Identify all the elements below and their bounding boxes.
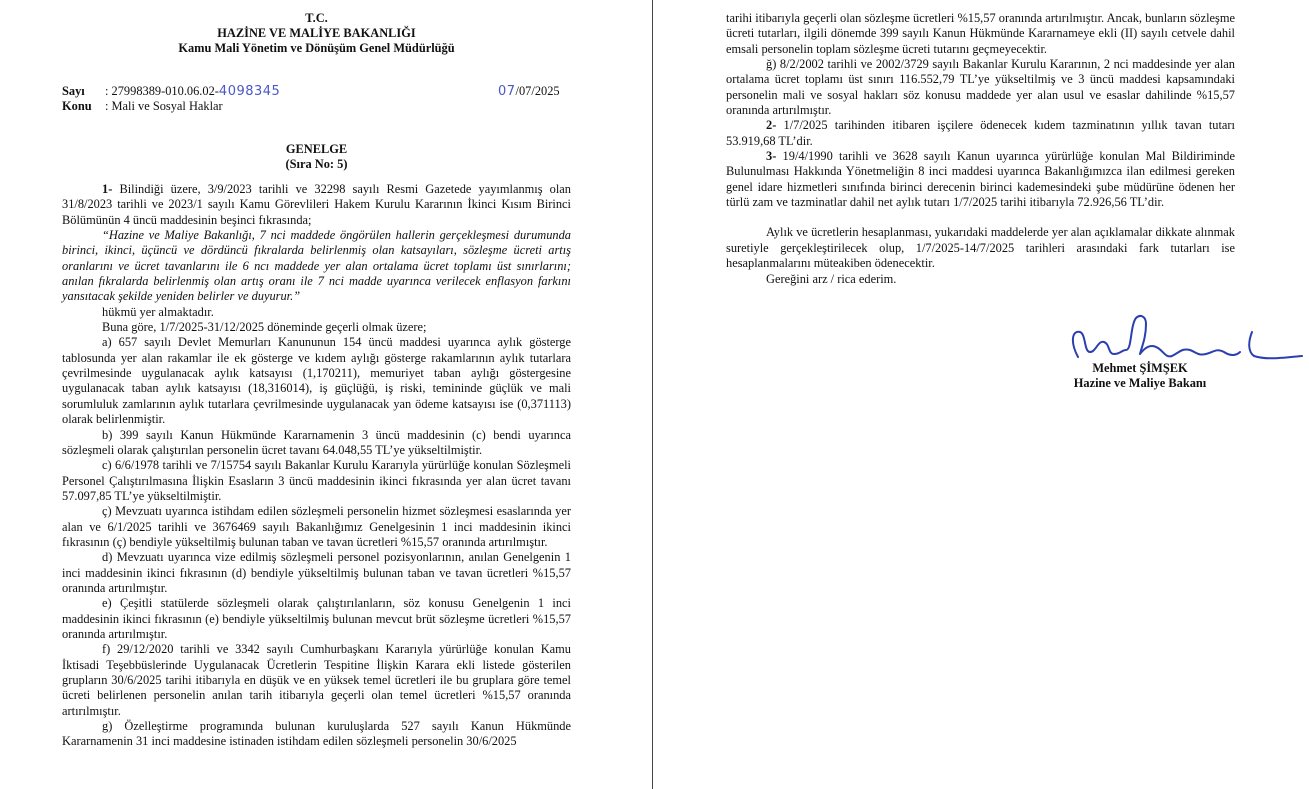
paragraph-text: f) 29/12/2020 tarihli ve 3342 sayılı Cumhurbaşkanı Kararıyla yürürlüğe konulan Kamu İktisadi Teşebbüslerinde Uygulanacak Ücretlerin Tespitine İlişkin Karara ekli listede gösterilen grupların 30/6/2025 tarihi itibarıyla en düşük ve en yüksek temel ücretleri ile bu gruplara göre temel ücreti belirlenen personelin anılan tarih itibarıyla geçerli olan temel ücretleri %15,57 oranında artırılmıştır. <box>62 642 571 718</box>
sayi-row <box>62 84 571 99</box>
page-divider <box>652 0 653 789</box>
paragraph <box>62 596 571 642</box>
paragraph <box>62 504 571 550</box>
paragraph-text: ğ) 8/2/2002 tarihli ve 2002/3729 sayılı Bakanlar Kurulu Kararının, 2 nci maddesinde yer alan ortalama ücret toplamı üst sınırı 116.552,79 TL’ye yükseltilmiş ve 3 üncü maddesi kapsamındaki personelin mali ve sosyal hakları söz konusu maddede yer alan usul ve esaslar dahilinde %15,57 oranında artırılmıştır. <box>726 57 1235 118</box>
paragraph <box>62 642 571 719</box>
paragraph-text: e) Çeşitli statülerde sözleşmeli olarak çalıştırılanların, söz konusu Genelgenin 1 inci maddesinin ikinci fıkrasının (e) bendiyle yükseltilmiş bulunan mevcut brüt sözleşme ücretleri %15,57 oranında artırılmıştır. <box>62 596 571 641</box>
sayi-handwritten-number: 4098345 <box>218 84 281 99</box>
document-meta <box>62 84 571 114</box>
signer-name: Mehmet ŞİMŞEK <box>1092 361 1188 375</box>
paragraph <box>62 182 571 228</box>
header-tc: T.C. <box>305 11 328 25</box>
right-body <box>726 11 1235 287</box>
left-page <box>62 0 571 750</box>
paragraph-text: Gereğini arz / rica ederim. <box>766 271 897 286</box>
paragraph-text: a) 657 sayılı Devlet Memurları Kanununun 154 üncü maddesi uyarınca aylık gösterge tablosunda yer alan rakamlar ile ek gösterge ve kıdem aylığı gösterge rakamlarının aylık tutarlara çevrilmesinde uygulanacak aylık katsayısı (1,170211), memuriyet taban aylığı göstergesine uygulanacak taban aylık katsayısı (18,316014), iş güçlüğü, iş riski, temininde güçlük ve mali sorumluluk zamlarının aylık tutarlara çevrilmesinde uygulanacak yan ödeme katsayısı ise (0,371113) olarak belirlenmiştir. <box>62 335 571 427</box>
paragraph <box>726 149 1235 210</box>
paragraph-text: ç) Mevzuatı uyarınca istihdam edilen sözleşmeli personelin hizmet sözleşmesi esaslarında yer alan ve 6/1/2025 tarihli ve 3676469 sayılı Bakanlığımız Genelgesinin 1 inci maddesinin ikinci fıkrasının (ç) bendiyle yükseltilmiş bulunan taban ve tavan ücretleri %15,57 oranında artırılmıştır. <box>62 504 571 549</box>
paragraph <box>62 320 571 335</box>
date-handwritten-day: 07 <box>498 84 516 99</box>
sayi-label: Sayı <box>62 84 85 98</box>
paragraph-text: Aylık ve ücretlerin hesaplanması, yukarıdaki maddelerde yer alan açıklamalar dikkate alınmak suretiyle gerçekleştirilecek olup, 1/7/2025-14/7/2025 tarihleri arasındaki fark tutarları ise hesaplanmalarını müteakiben ödenecektir. <box>726 225 1235 271</box>
right-page <box>726 11 1235 287</box>
paragraph-text: b) 399 sayılı Kanun Hükmünde Kararnamenin 3 üncü maddesinin (c) bendi uyarınca sözleşmeli olarak çalıştırılan personelin ücret tavanı 64.048,55 TL’ye yükseltilmiştir. <box>62 427 571 457</box>
paragraph-text: 19/4/1990 tarihli ve 3628 sayılı Kanun uyarınca yürürlüğe konulan Mal Bildiriminde Bulunulması Hakkında Yönetmeliğin 8 inci maddesi uyarınca Bakanlığımızca ilan edilmesi gereken genel idare hizmetleri sınıfında birinci derecenin birinci kademesindeki şube müdürüne ödenen her türlü zam ve tazminatlar dahil net aylık tutarı 1/7/2025 tarihi itibarıyla 72.926,56 TL’dir. <box>726 149 1235 210</box>
paragraph-text: hükmü yer almaktadır. <box>102 304 214 319</box>
paragraph <box>62 335 571 427</box>
signature-block <box>1060 361 1220 391</box>
paragraph-text: tarihi itibarıyla geçerli olan sözleşme ücretleri %15,57 oranında artırılmıştır. Ancak, bunların sözleşme ücreti tutarları, ilgili dönemde 399 sayılı Kanun Hükmünde Kararnameye ekli (II) sayılı cetvele dahil emsali personelin toplam sözleşme ücreti tutarını geçmeyecektir. <box>726 11 1235 56</box>
paragraph-text: g) Özelleştirme programında bulunan kuruluşlarda 527 sayılı Kanun Hükmünde Kararnamenin 31 inci maddesine istinaden istihdam edilen sözleşmeli personelin 30/6/2025 <box>62 719 571 749</box>
paragraph <box>62 458 571 504</box>
paragraph-number: 2- <box>766 118 777 133</box>
document-title <box>62 142 571 172</box>
signer-title: Hazine ve Maliye Bakanı <box>1073 376 1207 390</box>
konu-value: : Mali ve Sosyal Haklar <box>105 99 223 113</box>
title-genelge: GENELGE <box>285 142 348 156</box>
paragraph <box>726 57 1235 118</box>
paragraph <box>62 305 571 320</box>
paragraph <box>726 118 1235 149</box>
header-directorate: Kamu Mali Yönetim ve Dönüşüm Genel Müdürlüğü <box>178 41 455 55</box>
konu-row <box>62 99 571 114</box>
left-body <box>62 182 571 750</box>
paragraph <box>726 11 1235 57</box>
sayi-value: : 27998389-010.06.02- <box>105 84 219 98</box>
header-ministry: HAZİNE VE MALİYE BAKANLIĞI <box>217 26 416 40</box>
paragraph <box>62 719 571 750</box>
paragraph <box>62 550 571 596</box>
paragraph-text: Bilindiği üzere, 3/9/2023 tarihli ve 32298 sayılı Resmi Gazetede yayımlanmış olan 31/8/2023 tarihli ve 2023/1 sayılı Kamu Görevlileri Hakem Kurulu Kararının İkinci Kısım Birinci Bölümünün 4 üncü maddesinin beşinci fıkrasında; <box>62 182 571 227</box>
paragraph <box>62 228 571 305</box>
paragraph-text: d) Mevzuatı uyarınca vize edilmiş sözleşmeli personel pozisyonlarının, anılan Genelgenin 1 inci maddesinin ikinci fıkrasının (d) bendiyle yükseltilmiş bulunan taban ve tavan ücretleri %15,57 oranında artırılmıştır. <box>62 550 571 595</box>
paragraph <box>726 272 1235 287</box>
paragraph-text: Buna göre, 1/7/2025-31/12/2025 döneminde geçerli olmak üzere; <box>102 320 427 335</box>
paragraph-text: 1/7/2025 tarihinden itibaren işçilere ödenecek kıdem tazminatının yıllık tavan tutarı 53.919,68 TL’dir. <box>726 118 1235 148</box>
paragraph <box>726 225 1235 271</box>
paragraph-number: 1- <box>102 182 113 196</box>
title-sira-no: (Sıra No: 5) <box>285 157 348 171</box>
document-header <box>62 11 571 56</box>
date-rest: /07/2025 <box>515 84 560 98</box>
paragraph <box>62 428 571 459</box>
konu-label: Konu <box>62 99 92 113</box>
paragraph-text: c) 6/6/1978 tarihli ve 7/15754 sayılı Bakanlar Kurulu Kararıyla yürürlüğe konulan Sözleşmeli Personel Çalıştırılmasına İlişkin Esasların 3 üncü maddesinin ikinci fıkrasında yer alan ücret tavanı 57.097,85 TL’ye yükseltilmiştir. <box>62 458 571 503</box>
paragraph-number: 3- <box>766 149 777 164</box>
paragraph-text: “Hazine ve Maliye Bakanlığı, 7 nci maddede öngörülen hallerin gerçekleşmesi durumunda birinci, ikinci, üçüncü ve dördüncü fıkralarda belirlenmiş olan katsayıları, sözleşme ücreti artış oranlarını ve ücret tavanlarını ile 6 ncı maddede yer alan ortalama ücret toplamı üst sınırlarını; anılan fıkralarda belirlenmiş olan artış oranı ile 7 nci madde uyarınca verilecek enflasyon farkını yansıtacak şekilde yeniden belirler ve duyurur.” <box>62 228 571 304</box>
